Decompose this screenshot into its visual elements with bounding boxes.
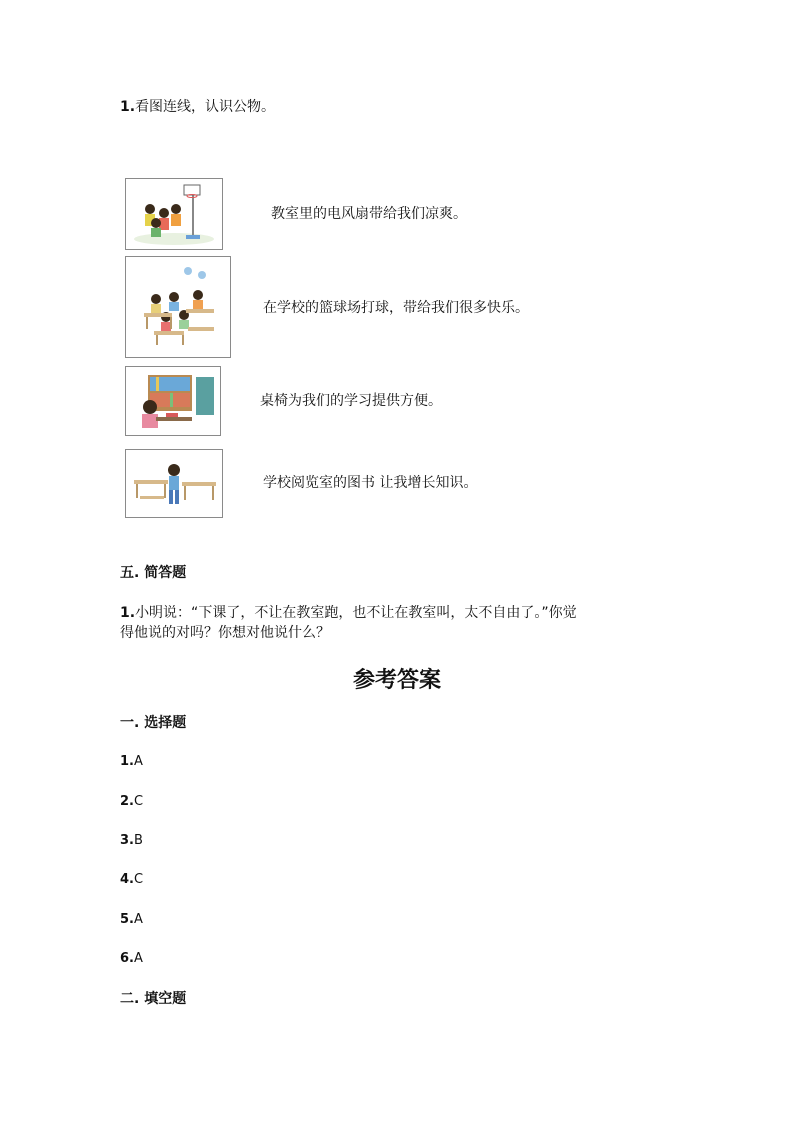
classroom-desks-image (125, 256, 231, 358)
section-5-question (120, 603, 680, 643)
question-1 (120, 97, 275, 117)
answers-section-2-heading: 二. 填空题 (120, 991, 187, 1007)
match-sentence-2: 在学校的篮球场打球，带给我们很多快乐。 (263, 300, 529, 316)
question-1-text: 看图连线，认识公物。 (135, 99, 276, 115)
answer-item (120, 793, 143, 811)
answer-value: A (133, 951, 143, 966)
match-sentence-1: 教室里的电风扇带给我们凉爽。 (271, 206, 467, 222)
section-5-question-number: 1. (120, 605, 136, 621)
answer-value: B (133, 833, 143, 848)
section-5-heading: 五. 简答题 (120, 565, 187, 581)
desk-chairs-image (125, 449, 223, 518)
answer-value: A (133, 754, 143, 769)
answer-item (120, 753, 143, 771)
match-sentence-4: 学校阅览室的图书 让我增长知识。 (263, 475, 478, 491)
answer-number: 3. (120, 833, 134, 848)
answer-value: A (133, 912, 143, 927)
answer-value: C (133, 872, 144, 887)
answers-section-1-heading: 一. 选择题 (120, 715, 187, 731)
answers-title: 参考答案 (352, 667, 441, 693)
answer-item (120, 911, 143, 929)
answer-item (120, 871, 143, 889)
answer-number: 6. (120, 951, 134, 966)
basketball-kids-image (125, 178, 223, 250)
reading-room-image (125, 366, 221, 436)
question-1-number: 1. (120, 99, 136, 115)
match-sentence-3: 桌椅为我们的学习提供方便。 (260, 393, 442, 409)
answer-item (120, 950, 143, 968)
answer-number: 4. (120, 872, 134, 887)
answer-number: 5. (120, 912, 134, 927)
answer-number: 2. (120, 794, 134, 809)
answer-value: C (133, 794, 144, 809)
section-5-question-line-2: 得他说的对吗？你想对他说什么？ (120, 625, 330, 641)
answer-item (120, 832, 143, 850)
answer-number: 1. (120, 754, 134, 769)
section-5-question-line-1: 小明说：“下课了，不让在教室跑，也不让在教室叫，太不自由了。”你觉 (135, 605, 577, 621)
